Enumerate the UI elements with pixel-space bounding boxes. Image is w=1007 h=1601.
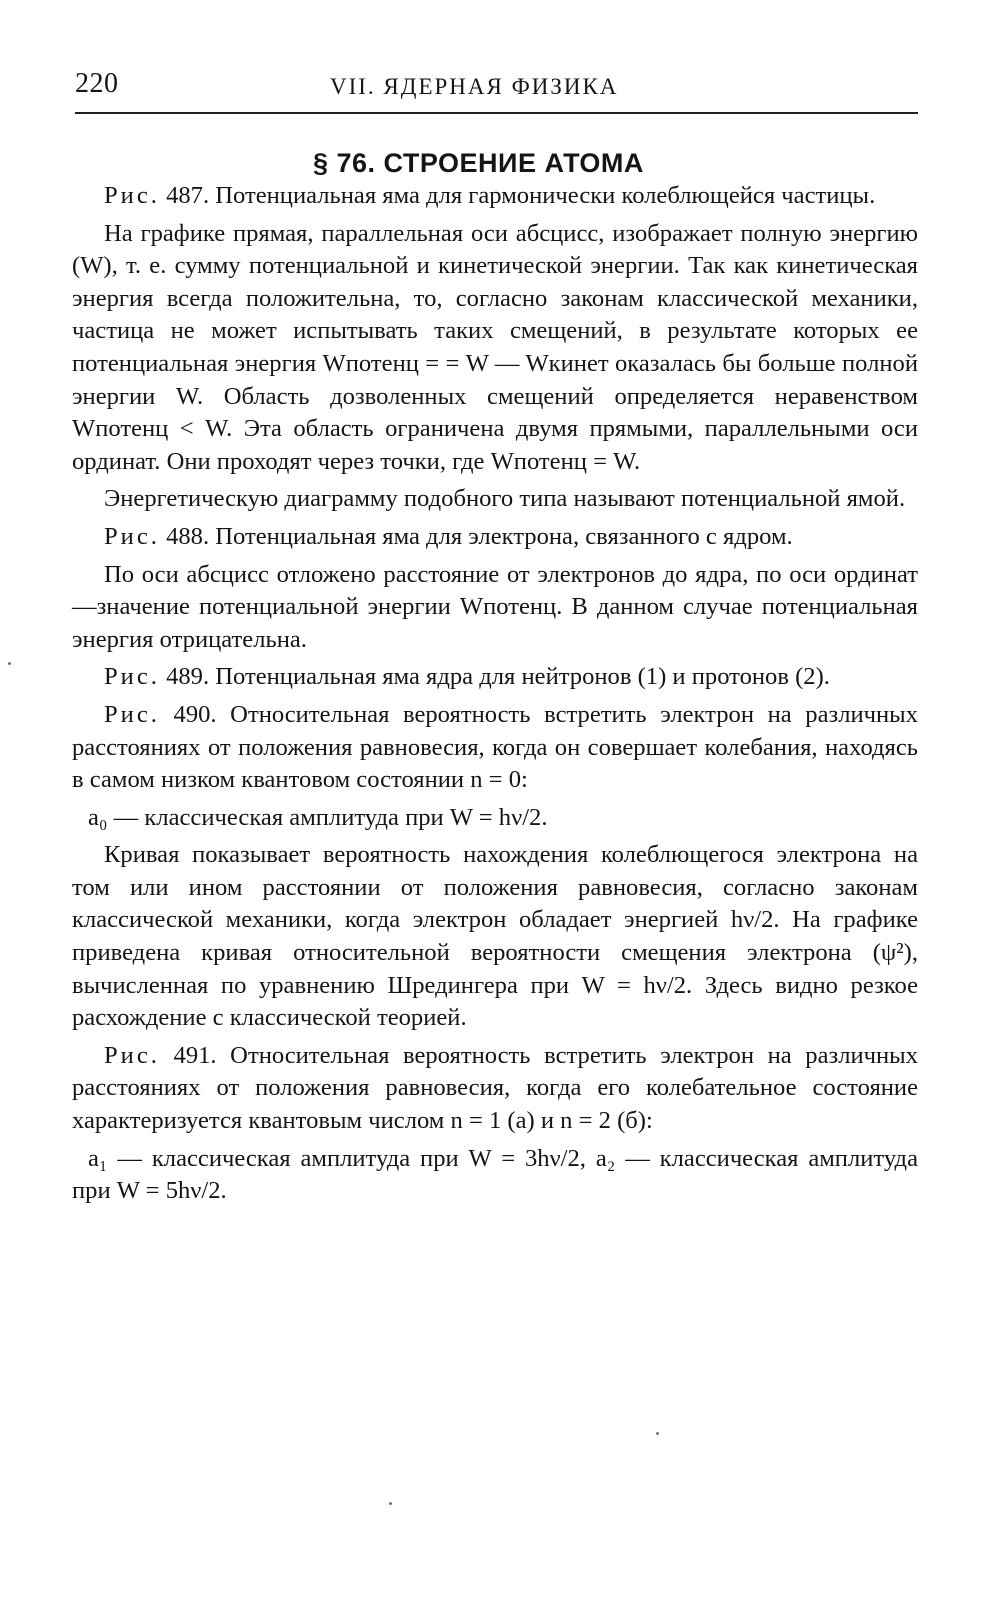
caption-text: 488. Потенциальная яма для электрона, связанного с ядром.: [166, 522, 793, 550]
figure-label: Рис.: [104, 663, 160, 691]
figure-caption-490: [72, 699, 918, 797]
section-title: § 76. СТРОЕНИЕ АТОМА: [313, 148, 644, 178]
figure-label: Рис.: [104, 522, 160, 550]
caption-text: 489. Потенциальная яма ядра для нейтронов (1) и протонов (2).: [166, 663, 830, 691]
running-title: VII. ЯДЕРНАЯ ФИЗИКА: [330, 74, 619, 99]
scan-speck: [656, 1432, 659, 1435]
caption-text: 487. Потенциальная яма для гармонически колеблющейся частицы.: [166, 182, 876, 209]
figure-caption-488: [72, 521, 918, 554]
scan-speck: [389, 1502, 392, 1505]
caption-text: 490. Относительная вероятность встретить электрон на различных расстояниях от положения равновесия, когда он совершает колебания, находясь в самом низком квантовом состоянии n = 0:: [72, 700, 919, 794]
paragraph-2: Энергетическую диаграмму подобного типа называют потенциальной ямой.: [104, 485, 906, 513]
page-header: [75, 64, 918, 114]
caption-text: 491. Относительная вероятность встретить электрон на различных расстояниях от положения равновесия, когда его колебательное состояние характеризуется квантовым числом n = 1 (а) и n = 2 (б):: [72, 1041, 919, 1135]
figure-caption-489: [72, 661, 918, 694]
figure-label: Рис.: [104, 1041, 160, 1069]
figure-caption-487: [72, 180, 918, 213]
paragraph-1: На графике прямая, параллельная оси абсцисс, изображает полную энергию (W), т. е. сумму потенциальной и кинетической энергии. Так как кинетическая энергия всегда положительна, то, согласно законам классической механики, частица не может испытывать таких смещений, в результате которых ее потенциальная энергия Wпотенц = = W — Wкинет оказалась бы больше полной энергии W. Область дозволенных смещений определяется неравенством Wпотенц < W. Эта область ограничена двумя прямыми, параллельными оси ординат. Они проходят через точки, где Wпотенц = W.: [72, 219, 918, 475]
scan-speck: [8, 662, 11, 665]
figure-caption-491: [72, 1040, 918, 1138]
figure-label: Рис.: [104, 700, 160, 728]
page-number: 220: [75, 68, 119, 99]
body-text: [72, 180, 918, 1213]
formula-490: a₀ — классическая амплитуда при W = hν/2.: [88, 803, 548, 831]
paragraph-3: По оси абсцисс отложено расстояние от электронов до ядра, по оси ординат—значение потенциальной энергии Wпотенц. В данном случае потенциальная энергия отрицательна.: [72, 560, 918, 653]
formula-491: a₁ — классическая амплитуда при W = 3hν/2, a₂ — классическая амплитуда при W = 5hν/2.: [72, 1144, 918, 1205]
paragraph-4: Кривая показывает вероятность нахождения колеблющегося электрона на том или ином расстоянии от положения равновесия, согласно законам классической механики, когда электрон обладает энергией hν/2. На графике приведена кривая относительной вероятности смещения электрона (ψ²), вычисленная по уравнению Шредингера при W = hν/2. Здесь видно резкое расхождение с классической теорией.: [72, 841, 918, 1032]
figure-label: Рис.: [104, 182, 160, 209]
